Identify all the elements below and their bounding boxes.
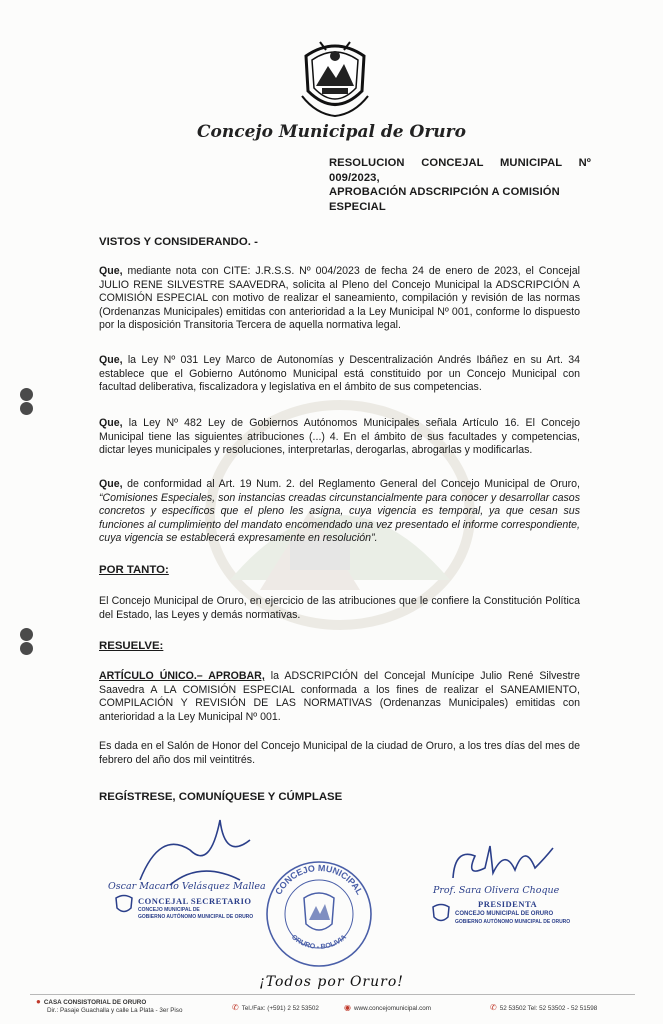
address-detail: Dir.: Pasaje Guachalla y calle La Plata - 3er Piso xyxy=(47,1007,183,1014)
paragraph-lead: Que, xyxy=(99,478,123,490)
left-signatory-name: Oscar Macario Velásquez Mallea xyxy=(108,881,266,892)
right-signatory-org: CONCEJO MUNICIPAL DE ORURO xyxy=(455,911,554,917)
paragraph-lead: ARTÍCULO ÚNICO.– APROBAR, xyxy=(99,670,265,682)
website-link[interactable]: www.concejomunicipal.com xyxy=(353,1005,431,1012)
paragraph-que-4 xyxy=(99,478,580,546)
punch-hole xyxy=(20,388,33,401)
paragraph-dada: Es dada en el Salón de Honor del Concejo Municipal de la ciudad de Oruro, a los tres días del mes de febrero del año dos mil veintitrés. xyxy=(99,740,580,766)
punch-hole xyxy=(20,402,33,415)
paragraph-quote: “Comisiones Especiales, son instancias creadas circunstancialmente para conocer y desarrollar casos concretos y específicos que el pleno les asigna, cuya vigencia es temporal, ya que cesan sus funciones al cumplimiento del mandato encomendado una vez presentado el informe correspondiente, cuya vigencia se establecerá expresamente en resolución”. xyxy=(99,491,580,545)
paragraph-lead: Que, xyxy=(99,265,123,277)
left-signature-stroke xyxy=(130,810,260,890)
phones-extra: 52 53502 Tel: 52 53502 - 52 51598 xyxy=(499,1005,598,1012)
resolution-title-line: RESOLUCION CONCEJAL MUNICIPAL Nº 009/2023, xyxy=(329,157,591,184)
right-signatory-name: Prof. Sara Olivera Choque xyxy=(433,885,560,896)
globe-icon: ◉ xyxy=(344,1003,351,1012)
left-signatory-org: CONCEJO MUNICIPAL DE xyxy=(138,907,200,913)
municipal-crest-logo xyxy=(296,36,374,118)
vistos-heading: VISTOS Y CONSIDERANDO. - xyxy=(99,236,258,248)
phone-icon: ✆ xyxy=(490,1003,497,1012)
official-seal xyxy=(262,858,376,970)
paragraph-text: mediante nota con CITE: J.R.S.S. Nº 004/2023 de fecha 24 de enero de 2023, el Concejal JULIO RENE SILVESTRE SAAVEDRA, solicita al Pleno del Concejo Municipal la ADSCRIPCIÓN A COMISIÓN ESPECIAL con motivo de realizar el saneamiento, compilación y revisión de las normas (Ordenanzas Municipales) emitidas con anterioridad a la Ley Municipal Nº 001, conforme lo dispuesto por la disposición Transitoria Tercera de aquella normativa legal. xyxy=(99,265,580,332)
registrese-heading: REGÍSTRESE, COMUNÍQUESE Y CÚMPLASE xyxy=(99,791,343,803)
paragraph-text: la Ley Nº 482 Ley de Gobiernos Autónomos Municipales señala Artículo 16. El Concejo Municipal tiene las siguientes atribuciones (...) 4. En el ámbito de sus facultades y competencias, dictar leyes municipales y resoluciones, interpretarlas, derogarlas, abrogarlas y modificarlas. xyxy=(99,417,580,457)
resolution-title-line: APROBACIÓN ADSCRIPCIÓN A COMISIÓN xyxy=(329,186,560,198)
left-signatory-role: CONCEJAL SECRETARIO xyxy=(138,896,252,906)
paragraph-por-tanto: El Concejo Municipal de Oruro, en ejercicio de las atribuciones que le confiere la Constitución Política del Estado, las Leyes y demás normativas. xyxy=(99,595,580,621)
paragraph-text: la Ley Nº 031 Ley Marco de Autonomías y Descentralización Andrés Ibáñez en su Art. 34 establece que el Gobierno Autónomo Municipal está constituido por un Concejo Municipal con facultad deliberativa, fiscalizadora y legislativa en el ámbito de sus competencias. xyxy=(99,354,580,394)
right-signature-stroke xyxy=(445,838,560,888)
footer-website xyxy=(344,1004,431,1013)
paragraph-text: de conformidad al Art. 19 Num. 2. del Reglamento General del Concejo Municipal de Oruro, xyxy=(122,478,580,490)
left-stamp-logo xyxy=(113,893,135,915)
resolution-title-line: ESPECIAL xyxy=(329,200,386,213)
address-title: CASA CONSISTORIAL DE ORURO xyxy=(43,999,147,1006)
svg-text:ORURO - BOLIVIA xyxy=(290,934,348,951)
footer-address xyxy=(36,998,182,1015)
footer-divider xyxy=(30,994,635,995)
seal-text-bottom: ORURO - BOLIVIA xyxy=(290,933,348,951)
org-name: Concejo Municipal de Oruro xyxy=(197,122,466,142)
right-signatory-role: PRESIDENTA xyxy=(478,899,538,909)
punch-hole xyxy=(20,628,33,641)
paragraph-articulo-unico xyxy=(99,670,580,724)
footer-phones-extra xyxy=(490,1004,597,1013)
paragraph-que-2 xyxy=(99,354,580,395)
right-stamp-logo xyxy=(430,902,452,924)
seal-text-top: CONCEJO MUNICIPAL xyxy=(273,862,365,897)
por-tanto-heading: POR TANTO: xyxy=(99,564,169,576)
slogan: ¡Todos por Oruro! xyxy=(259,974,404,990)
footer-phone xyxy=(232,1004,319,1013)
phone-number: Tel./Fax: (+591) 2 52 53502 xyxy=(241,1005,319,1012)
paragraph-que-3 xyxy=(99,417,580,458)
left-signatory-org: GOBIERNO AUTÓNOMO MUNICIPAL DE ORURO xyxy=(138,914,254,920)
resolution-title xyxy=(329,156,591,214)
right-signatory-org: GOBIERNO AUTÓNOMO MUNICIPAL DE ORURO xyxy=(455,919,571,925)
paragraph-text: la ADSCRIPCIÓN del Concejal Munícipe Julio René Silvestre Saavedra A LA COMISIÓN ESPECIAL conformada a los fines de realizar el SANEAMIENTO, COMPILACIÓN Y REVISIÓN DE LAS NORMATIVAS (Ordenanzas Municipales) emitidas con anterioridad a la Ley Municipal Nº 001. xyxy=(99,670,580,723)
paragraph-lead: Que, xyxy=(99,417,123,429)
phone-icon: ✆ xyxy=(232,1003,239,1012)
paragraph-que-1 xyxy=(99,265,580,333)
resuelve-heading: RESUELVE: xyxy=(99,640,164,652)
location-pin-icon: ● xyxy=(36,997,41,1006)
punch-hole xyxy=(20,642,33,655)
paragraph-lead: Que, xyxy=(99,354,123,366)
